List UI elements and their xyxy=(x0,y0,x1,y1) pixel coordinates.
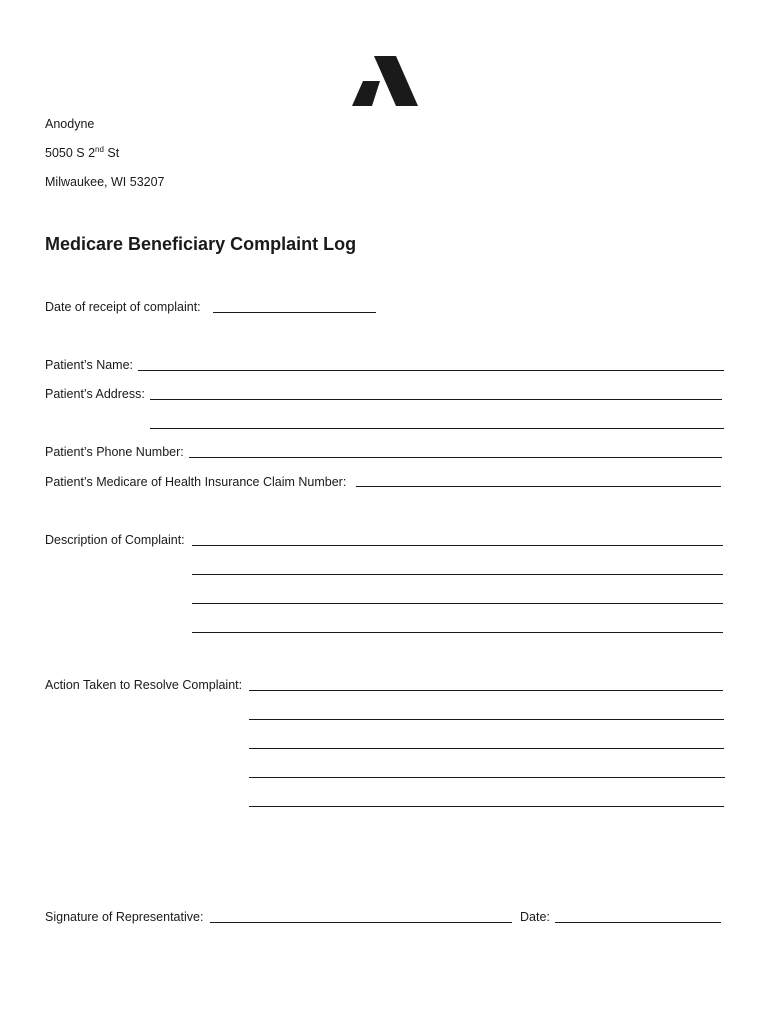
patient-address-field[interactable] xyxy=(150,399,722,400)
action-field-5[interactable] xyxy=(249,806,724,807)
patient-claim-field[interactable] xyxy=(356,486,721,487)
action-label: Action Taken to Resolve Complaint: xyxy=(45,678,243,692)
description-field-2[interactable] xyxy=(192,574,723,575)
patient-claim-label: Patient’s Medicare of Health Insurance Claim Number: xyxy=(45,475,347,489)
signature-field[interactable] xyxy=(210,922,512,923)
date-label: Date: xyxy=(520,910,550,924)
company-city: Milwaukee, WI 53207 xyxy=(45,175,165,189)
description-field-4[interactable] xyxy=(192,632,723,633)
page-title: Medicare Beneficiary Complaint Log xyxy=(45,234,357,254)
company-street: 5050 S 2nd St xyxy=(45,144,120,160)
description-field-3[interactable] xyxy=(192,603,723,604)
anodyne-logo-icon xyxy=(352,56,418,106)
action-field-2[interactable] xyxy=(249,719,724,720)
patient-address-field-2[interactable] xyxy=(150,428,724,429)
date-receipt-label: Date of receipt of complaint: xyxy=(45,300,201,314)
company-name: Anodyne xyxy=(45,117,95,131)
patient-name-field[interactable] xyxy=(138,370,724,371)
patient-address-label: Patient’s Address: xyxy=(45,387,145,401)
description-field-1[interactable] xyxy=(192,545,723,546)
date-field[interactable] xyxy=(555,922,721,923)
patient-phone-field[interactable] xyxy=(189,457,722,458)
action-field-3[interactable] xyxy=(249,748,724,749)
patient-phone-label: Patient’s Phone Number: xyxy=(45,445,184,459)
date-receipt-field[interactable] xyxy=(213,312,376,313)
signature-label: Signature of Representative: xyxy=(45,910,204,924)
patient-name-label: Patient’s Name: xyxy=(45,358,134,372)
description-label: Description of Complaint: xyxy=(45,533,185,547)
action-field-1[interactable] xyxy=(249,690,723,691)
action-field-4[interactable] xyxy=(249,777,725,778)
